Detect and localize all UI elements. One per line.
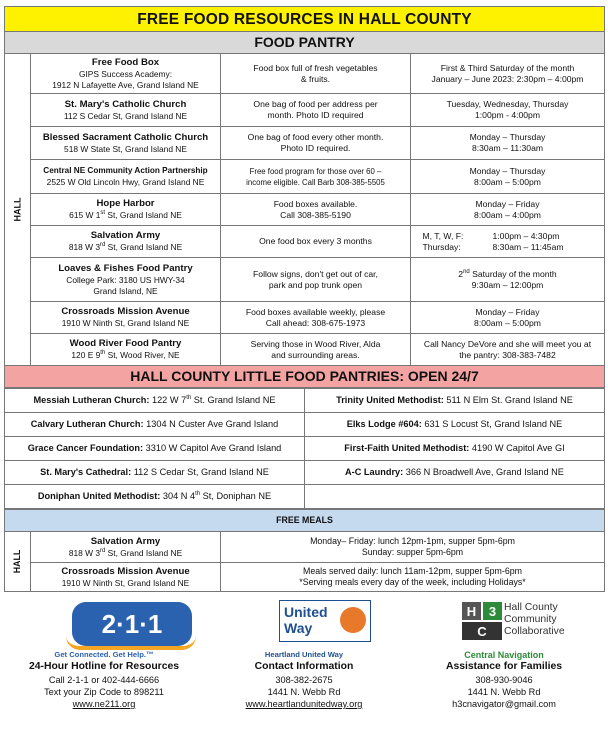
table-row: St. Mary's Catholic Church 112 S Cedar St, Grand Island NE One bag of food per address per month. Photo ID required Tuesday, Wednesday, Thursday 1:00pm - 4:00pm — [5, 94, 605, 127]
table-row: Salvation Army 818 W 3rd St, Grand Island NE One food box every 3 months M, T, W, F: 1:00pm – 4:30pm Thursday: 8:30am – 11:45am — [5, 226, 605, 258]
flyer — [4, 6, 604, 592]
pantry-name: Wood River Food Pantry — [69, 338, 182, 349]
table-row — [5, 485, 605, 509]
ne211-link[interactable]: www.ne211.org — [72, 699, 136, 709]
footer-col-211: 2·1·1 Get Connected. Get Help.™ 24-Hour Hotline for Resources Call 2-1-1 or 402-444-6666 Text your Zip Code to 898211 www.ne211.org — [4, 596, 204, 736]
footer-col-united-way: United Way Heartland United Way Contact Information 308-382-2675 1441 N. Webb Rd www.heartlandunitedway.org — [204, 596, 404, 736]
list-item: Elks Lodge #604: 631 S Locust St, Grand Island NE — [305, 413, 605, 437]
h3c-email[interactable]: h3cnavigator@gmail.com — [452, 699, 556, 709]
pantry-name: Crossroads Mission Avenue — [61, 306, 190, 317]
little-pantries-heading: HALL COUNTY LITTLE FOOD PANTRIES: OPEN 24/7 — [5, 366, 605, 388]
list-item: First-Faith United Methodist: 4190 W Capitol Ave GI — [305, 437, 605, 461]
pantry-name: Salvation Army — [90, 230, 161, 241]
table-row — [5, 437, 605, 461]
hotline-heading: 24-Hour Hotline for Resources — [28, 661, 180, 672]
list-item: St. Mary's Cathedral: 112 S Cedar St, Grand Island NE — [5, 461, 305, 485]
page-title: FREE FOOD RESOURCES IN HALL COUNTY — [5, 7, 605, 32]
hand-icon — [340, 607, 366, 633]
table-row: Loaves & Fishes Food Pantry College Park: 3180 US HWY-34 Grand Island, NE Follow signs, don't get out of car, park and pop trunk open 2nd Saturday of the month 9:30am – 12:00pm — [5, 258, 605, 302]
footer-col-h3c: H 3 C Hall County Community Collaborative Central Navigation Assistance for Families 308-930-9046 1441 N. Webb Rd h3cnavigator@gmail.com — [404, 596, 604, 736]
meal-site-name: Salvation Army — [90, 535, 161, 547]
table-row: HALL Salvation Army 818 W 3rd St, Grand Island NE Monday– Friday: lunch 12pm-1pm, supper 5pm-6pm Sunday: supper 5pm-6pm — [5, 532, 605, 563]
meal-site-name: Crossroads Mission Avenue — [61, 565, 190, 577]
svg-text:H: H — [466, 604, 477, 619]
list-item: Grace Cancer Foundation: 3310 W Capitol Ave Grand Island — [5, 437, 305, 461]
table-row: Crossroads Mission Avenue 1910 W Ninth St, Grand Island NE Food boxes available weekly, please Call ahead: 308-675-1973 Monday – Friday 8:00am – 5:00pm — [5, 302, 605, 334]
county-label: HALL — [5, 532, 31, 592]
table-row: HALL Free Food Box GIPS Success Academy: 1912 N Lafayette Ave, Grand Island NE Food box full of fresh vegetables & fruits. First & Third Saturday of the month January – June 2023: 2:30pm – 4:00pm — [5, 54, 605, 94]
united-way-link[interactable]: www.heartlandunitedway.org — [245, 699, 363, 709]
table-row: Central NE Community Action Partnership 2525 W Old Lincoln Hwy, Grand Island NE Free food program for those over 60 – income eligible. Call Barb 308-385-5505 Monday – Thursday 8:00am – 5:00pm — [5, 160, 605, 194]
logo-211: 2·1·1 — [72, 602, 192, 646]
swoosh-icon — [66, 636, 196, 650]
table-row — [5, 461, 605, 485]
table-row: Blessed Sacrament Catholic Church 518 W State St, Grand Island NE One bag of food every other month. Photo ID required. Monday – Thursday 8:30am – 11:30am — [5, 127, 605, 160]
county-label: HALL — [5, 54, 31, 366]
contact-heading: Contact Information — [254, 661, 354, 672]
list-item: Calvary Lutheran Church: 1304 N Custer Ave Grand Island — [5, 413, 305, 437]
pantry-name: Loaves & Fishes Food Pantry — [58, 262, 193, 274]
table-row: Wood River Food Pantry 120 E 9th St, Wood River, NE Serving those in Wood River, Alda and surrounding areas. Call Nancy DeVore and she will meet you at the pantry: 308-383-7482 — [5, 334, 605, 366]
h3c-logo-text: Hall County Community Collaborative — [504, 602, 565, 637]
h3c-logo-icon — [462, 602, 502, 640]
assistance-heading: Assistance for Families — [445, 661, 563, 672]
food-pantry-heading: FOOD PANTRY — [5, 32, 605, 54]
schedule-grid: M, T, W, F: 1:00pm – 4:30pm Thursday: 8:30am – 11:45am — [422, 230, 564, 252]
pantry-name: Blessed Sacrament Catholic Church — [42, 131, 209, 143]
united-way-logo: United Way — [279, 600, 371, 642]
free-meals-heading: FREE MEALS — [5, 510, 605, 532]
svg-text:3: 3 — [488, 604, 497, 619]
list-item: Messiah Lutheran Church: 122 W 7th St. Grand Island NE — [5, 389, 305, 413]
pantry-name: Hope Harbor — [96, 198, 155, 209]
list-item: A-C Laundry: 366 N Broadwell Ave, Grand Island NE — [305, 461, 605, 485]
svg-text:C: C — [477, 624, 487, 639]
table-row — [5, 389, 605, 413]
pantry-name: Central NE Community Action Partnership — [43, 166, 208, 175]
list-item: Doniphan United Methodist: 304 N 4th St, Doniphan NE — [5, 485, 305, 509]
pantry-name: Free Food Box — [91, 56, 160, 68]
list-item: Trinity United Methodist: 511 N Elm St. Grand Island NE — [305, 389, 605, 413]
free-meals-table — [4, 509, 605, 592]
pantry-name: St. Mary's Catholic Church — [64, 98, 187, 110]
little-pantries-table — [4, 388, 605, 509]
footer — [4, 596, 604, 736]
table-row — [5, 413, 605, 437]
food-resources-table — [4, 6, 605, 388]
table-row: Hope Harbor 615 W 1st St, Grand Island NE Food boxes available. Call 308-385-5190 Monday – Friday 8:00am – 4:00pm — [5, 194, 605, 226]
table-row: Crossroads Mission Avenue 1910 W Ninth St, Grand Island NE Meals served daily: lunch 11am-12pm, supper 5pm-6pm *Serving meals every day of the week, including Holidays* — [5, 563, 605, 592]
